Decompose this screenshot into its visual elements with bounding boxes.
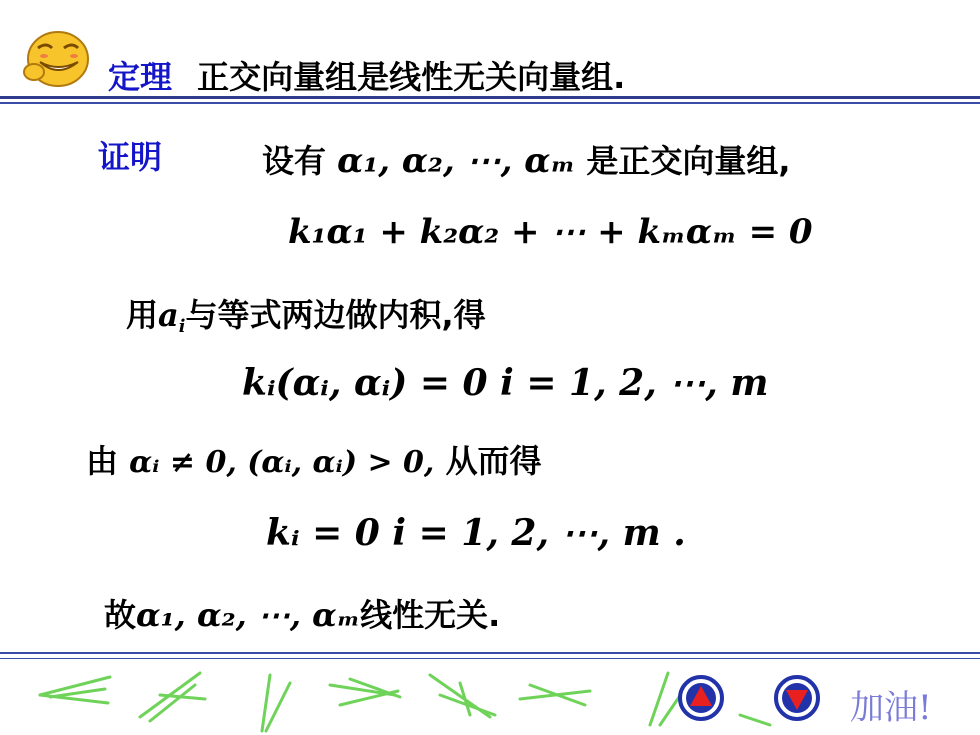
condition-math: αᵢ ≠ 0, (αᵢ, αᵢ) > 0, [129, 445, 435, 480]
cheer-text: 加油! [850, 688, 932, 728]
header-rule-top [0, 96, 980, 99]
proof-line-7 [104, 590, 500, 636]
next-slide-button[interactable] [774, 675, 820, 721]
line3-text: 用 [126, 296, 159, 334]
smiley-emoji-icon [14, 26, 100, 92]
proof-label: 证明 [98, 138, 163, 176]
line5-prefix: 由 [86, 442, 119, 480]
theorem-label: 定理 [108, 58, 173, 96]
line7-suffix: 线性无关. [360, 596, 501, 634]
line1-prefix: 设有 [262, 142, 327, 180]
alpha-list: α₁, α₂, ⋯, αₘ [337, 141, 576, 181]
line7-prefix: 故 [104, 596, 137, 634]
header-rule-bottom [0, 102, 980, 104]
proof-line-1 [262, 136, 791, 182]
equation-k-zero: kᵢ = 0 i = 1, 2, ⋯, m . [266, 512, 686, 554]
grass-decoration-icon [0, 655, 980, 735]
conclusion-alpha-list: α₁, α₂, ⋯, αₘ [136, 596, 361, 634]
line1-suffix: 是正交向量组, [586, 142, 791, 180]
proof-line-3: 用$a_i$与等式两边做内积,得 [126, 296, 486, 338]
prev-slide-button[interactable] [678, 675, 724, 721]
theorem-header [108, 52, 625, 98]
proof-line-5 [86, 436, 542, 482]
equation-inner-product: kᵢ(αᵢ, αᵢ) = 0 i = 1, 2, ⋯, m [242, 362, 769, 404]
theorem-title: 正交向量组是线性无关向量组. [197, 58, 626, 96]
equation-linear-combination: k₁α₁ + k₂α₂ + ⋯ + kₘαₘ = 0 [288, 212, 813, 252]
line5-suffix: 从而得 [445, 442, 542, 480]
line3-rest: 与等式两边做内积,得 [185, 296, 486, 334]
footer-rule-top [0, 652, 980, 654]
